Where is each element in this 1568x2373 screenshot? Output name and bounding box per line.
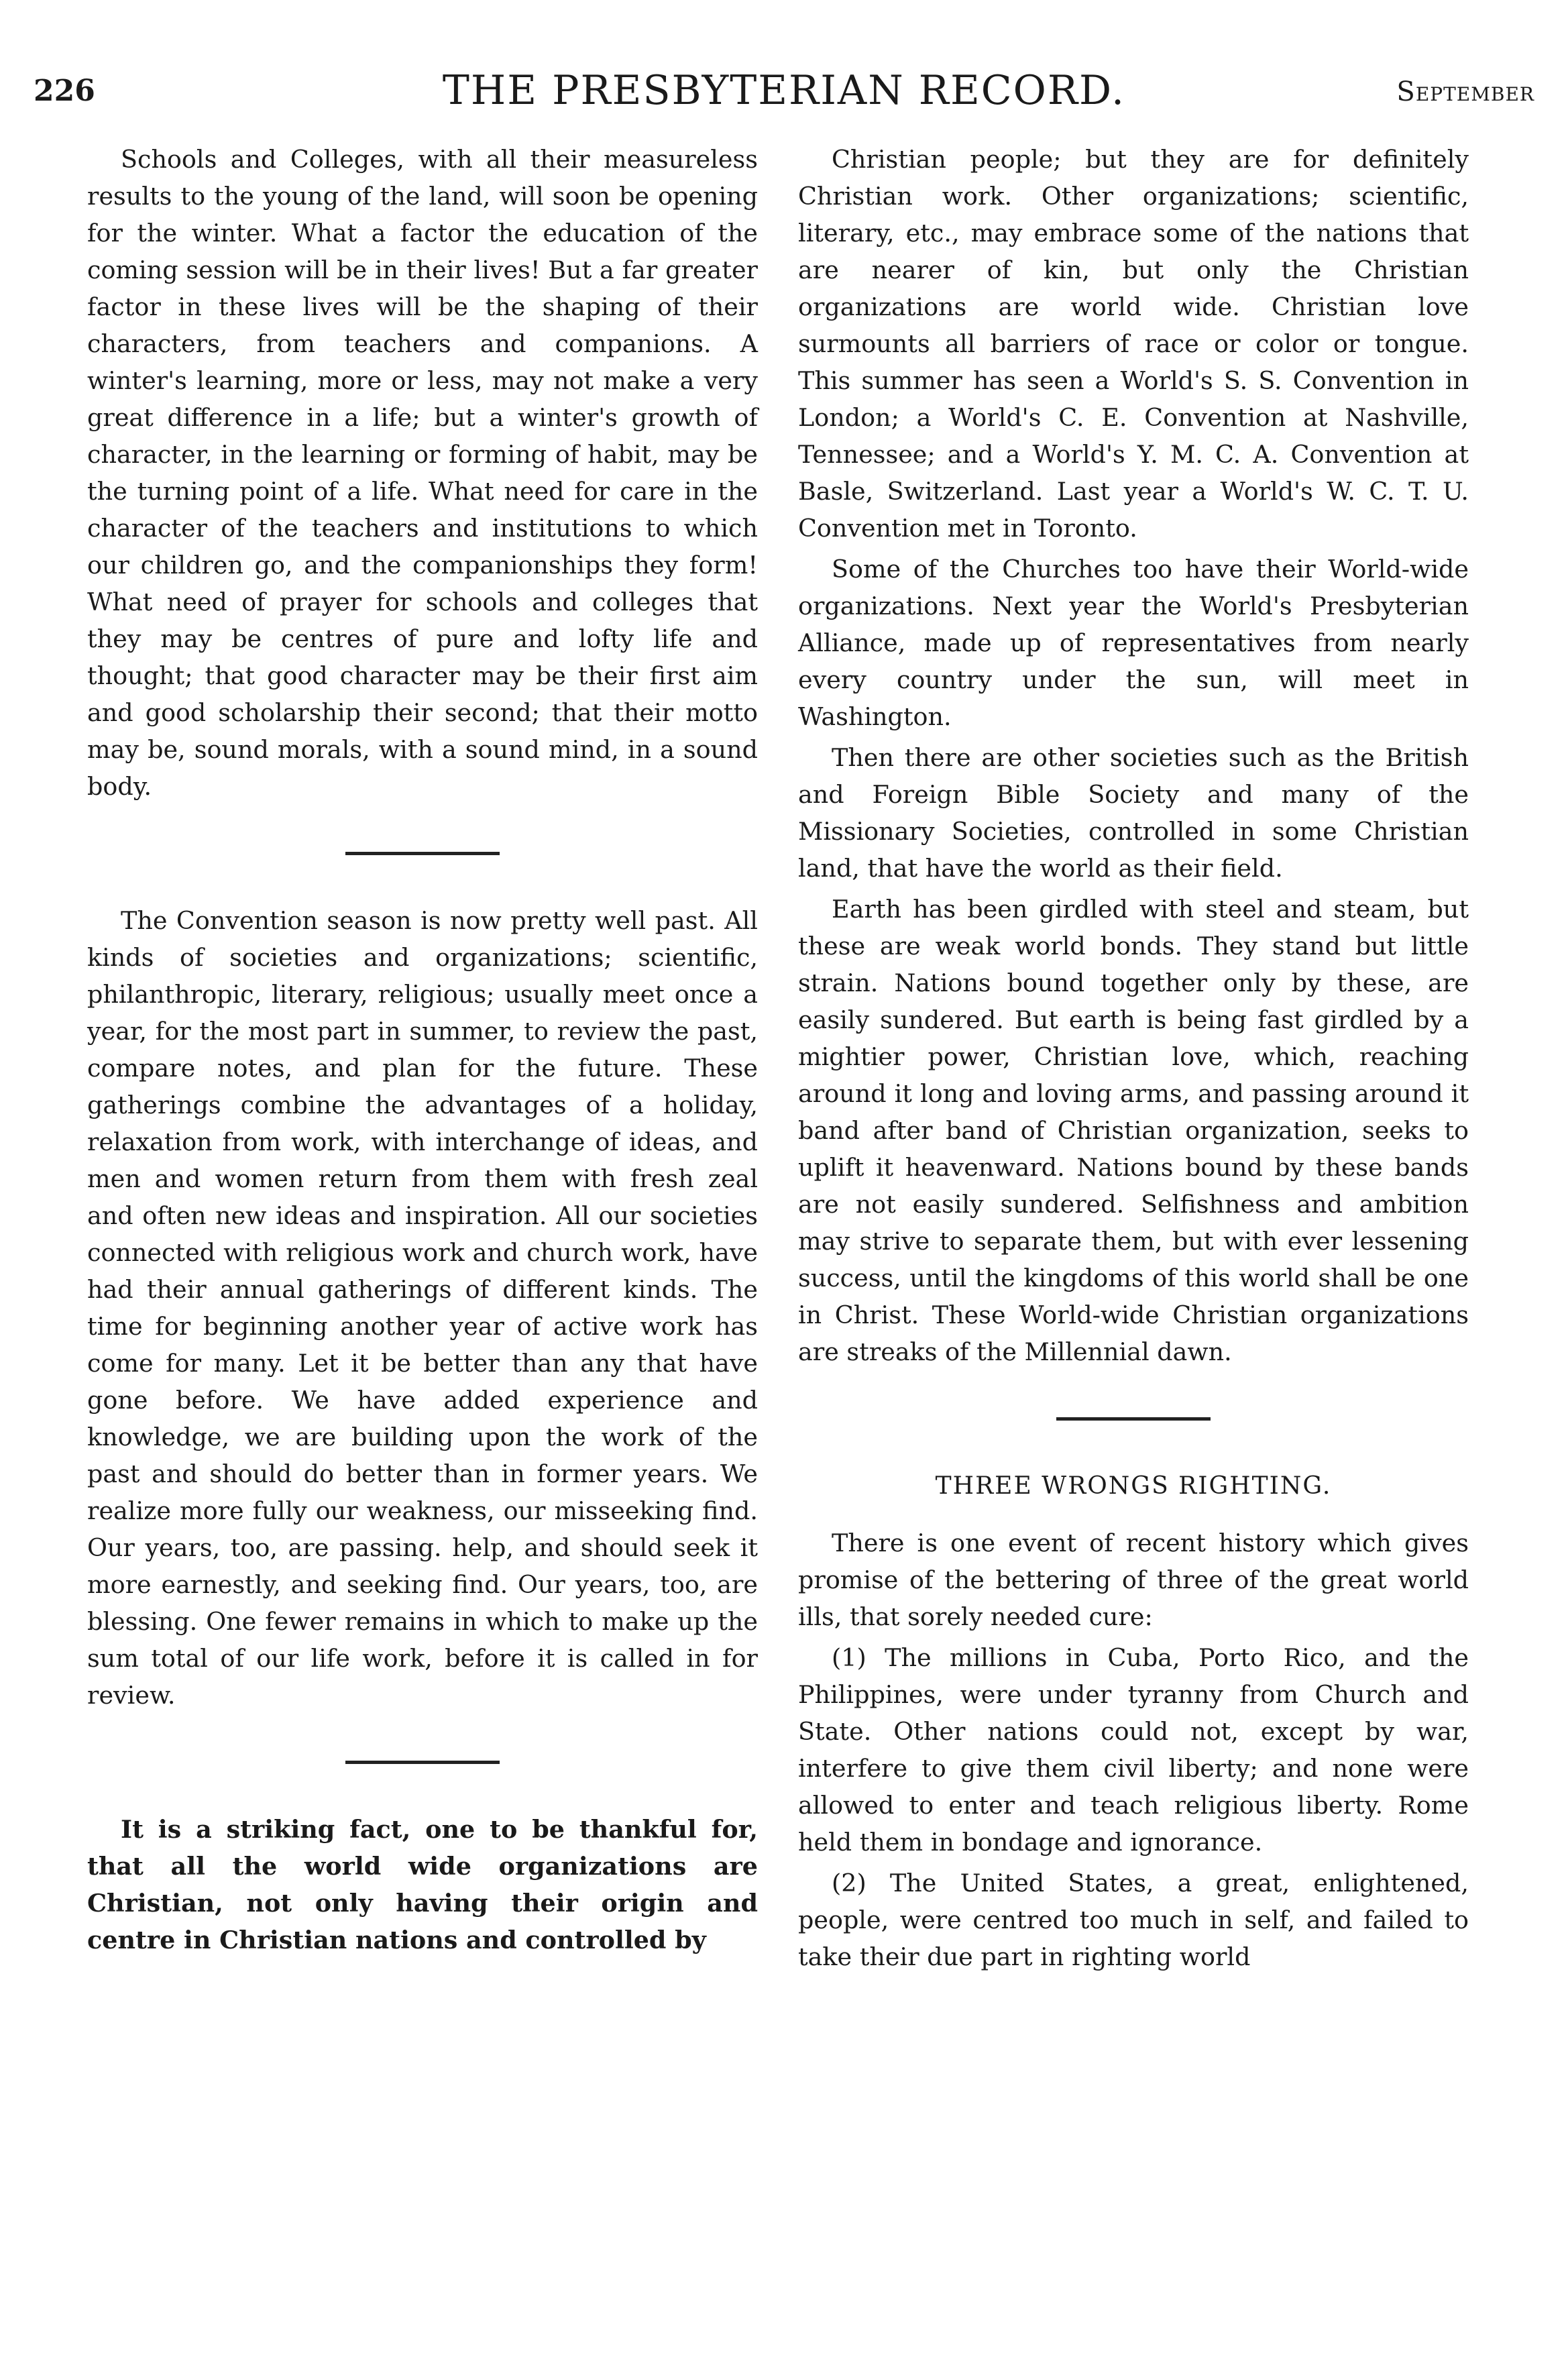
paragraph-other-societies: Then there are other societies such as the British and Foreign Bible Society and many of the Missionary Societies, controlled in some Christian land, that have the world as their field. [798,743,1469,883]
issue-month: September [1396,76,1534,107]
paragraph-convention-season: The Convention season is now pretty well past. All kinds of societies and organizations; scientific, philanthropic, literary, religious; usually meet once a year, for the most part in summer, to review the past, compare notes, and plan for the future. These gatherings combine the advantages of a holiday, relaxation from work, with interchange of ideas, and men and women return from them with fresh zeal and often new ideas and inspiration. All our societies connected with religious work and church work, have had their annual gatherings of different kinds. The time for beginning another year of active work has come for many. Let it be better than any that have gone before. We have added experience and knowledge, we are building upon the work of the past and should do better than in former years. We realize more fully our weakness, our misseeking find. Our years, too, are passing. help, and should seek it more earnestly, and seeking find. Our years, too, are blessing. One fewer remains in which to make up the sum total of our life work, before it is called in for review. [87,906,758,1710]
paragraph-churches-organizations: Some of the Churches too have their World-wide organizations. Next year the World's Presbyterian Alliance, made up of representatives from nearly every country under the sun, will meet in Washington. [798,555,1469,731]
page-number: 226 [34,74,95,108]
page-header [34,67,1534,127]
journal-title: THE PRESBYTERIAN RECORD. [442,67,1126,114]
left-column [87,141,758,1963]
section-divider [345,852,500,855]
section-divider [1056,1417,1211,1421]
paragraph-world-wide-organizations: It is a striking fact, one to be thankful for, that all the world wide organizations are Christian, not only having their origin and centre in Christian nations and controlled by [87,1815,758,1954]
paragraph-earth-girdled: Earth has been girdled with steel and steam, but these are weak world bonds. They stand but little strain. Nations bound together only by these, are easily sundered. But earth is being fast girdled by a mightier power, Christian love, which, reaching around it long and loving arms, and passing around it band after band of Christian organization, seeks to uplift it heavenward. Nations bound by these bands are not easily sundered. Selfishness and ambition may strive to separate them, but with ever lessening success, until the kingdoms of this world shall be one in Christ. These World-wide Christian organizations are streaks of the Millennial dawn. [798,895,1469,1366]
section-divider [345,1761,500,1764]
paragraph-christian-work: Christian people; but they are for definitely Christian work. Other organizations; scientific, literary, etc., may embrace some of the nations that are nearer of kin, but only the Christian organizations are world wide. Christian love surmounts all barriers of race or color or tongue. This summer has seen a World's S. S. Convention in London; a World's C. E. Convention at Nashville, Tennessee; and a World's Y. M. C. A. Convention at Basle, Switzerland. Last year a World's W. C. T. U. Convention met in Toronto. [798,145,1469,543]
right-column [798,141,1469,1979]
section-heading: THREE WRONGS RIGHTING. [935,1472,1332,1500]
paragraph-wrong-two: (2) The United States, a great, enlightened, people, were centred too much in self, and failed to take their due part in righting world [798,1869,1469,1971]
paragraph-wrong-one: (1) The millions in Cuba, Porto Rico, and the Philippines, were under tyranny from Church and State. Other nations could not, except by war, interfere to give them civil liberty; and none were allowed to enter and teach religious liberty. Rome held them in bondage and ignorance. [798,1643,1469,1857]
paragraph-schools-colleges: Schools and Colleges, with all their measureless results to the young of the land, will soon be opening for the winter. What a factor the education of the coming session will be in their lives! But a far greater factor in these lives will be the shaping of their characters, from teachers and companions. A winter's learning, more or less, may not make a very great difference in a life; but a winter's growth of character, in the learning or forming of habit, may be the turning point of a life. What need for care in the character of the teachers and institutions to which our children go, and the companionships they form! What need of prayer for schools and colleges that they may be centres of pure and lofty life and thought; that good character may be their first aim and good scholarship their second; that their motto may be, sound morals, with a sound mind, in a sound body. [87,145,758,801]
paragraph-recent-history: There is one event of recent history which gives promise of the bettering of three of the great world ills, that sorely needed cure: [798,1529,1469,1631]
